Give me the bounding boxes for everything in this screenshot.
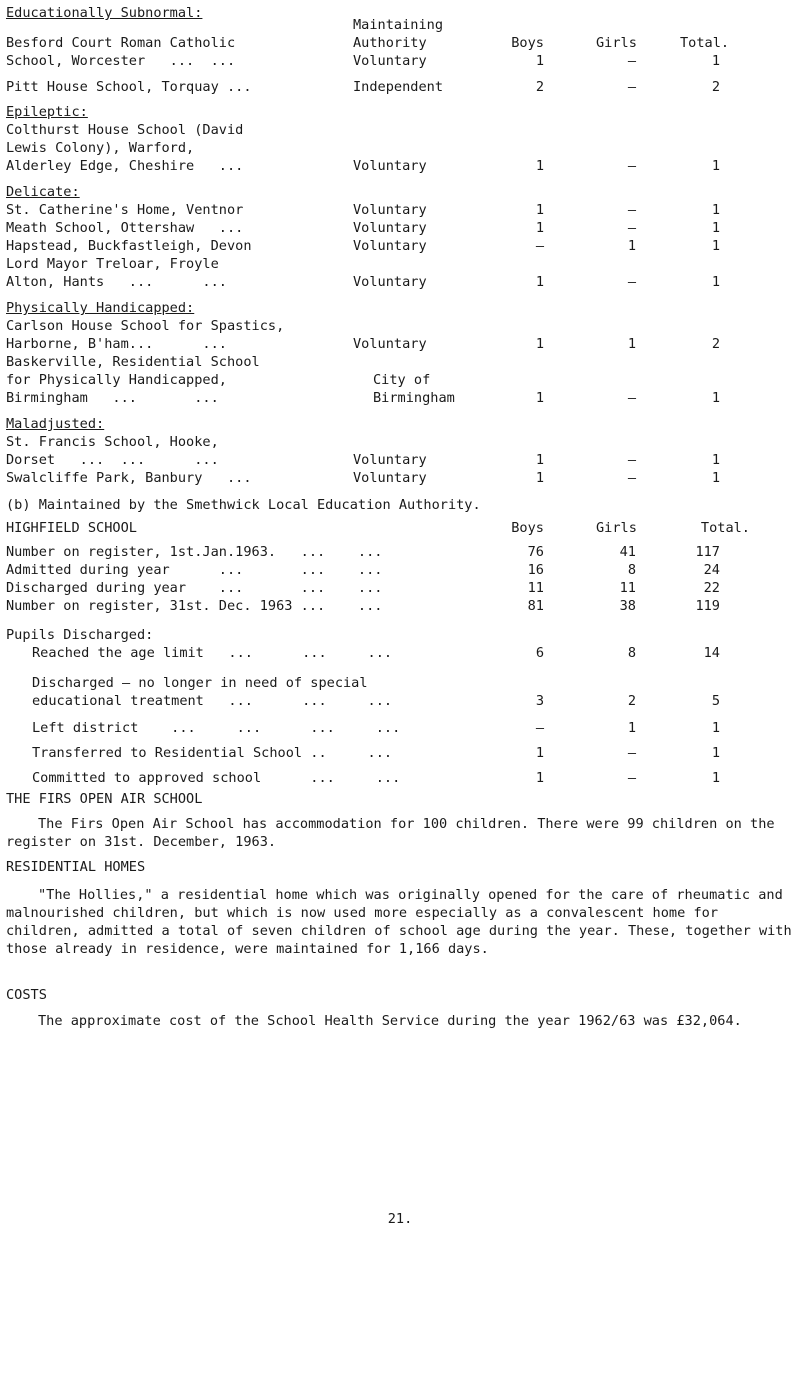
girls-count: 1 [627, 720, 636, 736]
total-count: 1 [711, 745, 720, 761]
total-count: 119 [695, 598, 720, 614]
boys-count: 1 [535, 202, 544, 218]
table-row [0, 335, 800, 353]
table-row [0, 237, 800, 255]
girls-count: – [627, 452, 636, 468]
heading-row [0, 986, 800, 1004]
section-heading-epileptic: Epileptic: [6, 104, 88, 120]
heading-row [0, 626, 800, 644]
header-total: Total. [680, 35, 730, 51]
firs-paragraph: The Firs Open Air School has accommodation for 100 children. There were 99 children on the register on 31st. December, 1963. [6, 816, 775, 850]
table-row [0, 78, 800, 96]
total-count: 117 [695, 544, 720, 560]
table-row [0, 692, 800, 710]
boys-count: 1 [535, 745, 544, 761]
total-count: 1 [711, 202, 720, 218]
boys-count: 1 [535, 390, 544, 406]
firs-title: THE FIRS OPEN AIR SCHOOL [6, 791, 203, 807]
authority: City of [373, 372, 431, 388]
column-header-row [0, 16, 800, 34]
row-label: Admitted during year ... ... ... [6, 562, 383, 578]
authority: Voluntary [353, 158, 427, 174]
costs-title: COSTS [6, 987, 47, 1003]
boys-count: 1 [535, 274, 544, 290]
school-name: St. Francis School, Hooke, [6, 434, 219, 450]
header-girls: Girls [596, 35, 637, 51]
row-label: Reached the age limit ... ... ... [32, 645, 393, 661]
girls-count: 41 [619, 544, 636, 560]
total-count: 14 [703, 645, 720, 661]
table-row [0, 561, 800, 579]
total-count: 5 [711, 693, 720, 709]
table-row [0, 157, 800, 175]
authority: Independent [353, 79, 444, 95]
boys-count: 1 [535, 770, 544, 786]
girls-count: – [627, 770, 636, 786]
residential-homes-title: RESIDENTIAL HOMES [6, 859, 146, 875]
section-heading-delicate: Delicate: [6, 184, 80, 200]
header-total: Total. [700, 520, 750, 536]
table-row [0, 644, 800, 662]
girls-count: – [627, 390, 636, 406]
table-row [0, 389, 800, 407]
school-name: Colthurst House School (David [6, 122, 244, 138]
school-name: School, Worcester ... ... [6, 53, 236, 69]
school-name: Alderley Edge, Cheshire ... [6, 158, 244, 174]
heading-row [0, 858, 800, 876]
girls-count: 8 [627, 645, 636, 661]
boys-count: – [535, 720, 544, 736]
pupils-discharged-title: Pupils Discharged: [6, 627, 154, 643]
header-boys: Boys [511, 35, 544, 51]
costs-paragraph: The approximate cost of the School Health Service during the year 1962/63 was £32,064. [38, 1013, 742, 1029]
girls-count: 11 [619, 580, 636, 596]
table-row [0, 353, 800, 371]
girls-count: – [627, 220, 636, 236]
table-row [0, 121, 800, 139]
total-count: 1 [711, 470, 720, 486]
school-name: for Physically Handicapped, [6, 372, 227, 388]
girls-count: 1 [627, 238, 636, 254]
girls-count: 2 [627, 693, 636, 709]
total-count: 1 [711, 220, 720, 236]
school-name: Birmingham ... ... [6, 390, 219, 406]
boys-count: – [535, 238, 544, 254]
table-row [0, 451, 800, 469]
section-heading-smethwick: (b) Maintained by the Smethwick Local Education Authority. [6, 497, 481, 513]
total-count: 1 [711, 158, 720, 174]
row-label: Number on register, 31st. Dec. 1963 ... ... [6, 598, 383, 614]
row-label: Committed to approved school ... ... [32, 770, 401, 786]
total-count: 1 [711, 770, 720, 786]
table-row [0, 744, 800, 762]
authority: Voluntary [353, 336, 427, 352]
heading-row [0, 299, 800, 317]
section-heading-physically-handicapped: Physically Handicapped: [6, 300, 195, 316]
boys-count: 3 [535, 693, 544, 709]
total-count: 2 [711, 336, 720, 352]
school-name: Lewis Colony), Warford, [6, 140, 195, 156]
page-number: 21. [387, 1211, 413, 1227]
boys-count: 1 [535, 452, 544, 468]
girls-count: – [627, 79, 636, 95]
school-name: Carlson House School for Spastics, [6, 318, 285, 334]
table-row [0, 139, 800, 157]
school-name: Dorset ... ... ... [6, 452, 219, 468]
table-row [0, 469, 800, 487]
header-maintaining: Maintaining [353, 17, 444, 33]
section-heading-subnormal: Educationally Subnormal: [6, 5, 203, 21]
authority: Voluntary [353, 202, 427, 218]
residential-homes-paragraph: "The Hollies," a residential home which was originally opened for the care of rheumatic and malnourished children, but which is now used more especially as a convalescent home for children, admitted a total of seven children of school age during the year. These, together with those already in residence, were maintained for 1,166 days. [6, 887, 792, 957]
section-heading-row [0, 496, 800, 514]
girls-count: – [627, 745, 636, 761]
row-label: educational treatment ... ... ... [32, 693, 393, 709]
school-name: Alton, Hants ... ... [6, 274, 227, 290]
boys-count: 1 [535, 220, 544, 236]
table-row [0, 52, 800, 70]
header-girls: Girls [596, 520, 637, 536]
girls-count: – [627, 53, 636, 69]
school-name: St. Catherine's Home, Ventnor [6, 202, 244, 218]
school-name: Pitt House School, Torquay ... [6, 79, 252, 95]
girls-count: – [627, 274, 636, 290]
school-name: Swalcliffe Park, Banbury ... [6, 470, 252, 486]
girls-count: – [627, 202, 636, 218]
table-row [0, 273, 800, 291]
girls-count: 8 [627, 562, 636, 578]
boys-count: 6 [535, 645, 544, 661]
school-name: Baskerville, Residential School [6, 354, 260, 370]
total-count: 2 [711, 79, 720, 95]
boys-count: 11 [527, 580, 544, 596]
boys-count: 16 [527, 562, 544, 578]
column-header-row [0, 519, 800, 537]
authority: Voluntary [353, 274, 427, 290]
row-label: Number on register, 1st.Jan.1963. ... ... [6, 544, 383, 560]
total-count: 24 [703, 562, 720, 578]
total-count: 1 [711, 238, 720, 254]
table-row [0, 674, 800, 692]
girls-count: 38 [619, 598, 636, 614]
authority: Voluntary [353, 470, 427, 486]
girls-count: – [627, 470, 636, 486]
row-label: Discharged during year ... ... ... [6, 580, 383, 596]
heading-row [0, 790, 800, 808]
total-count: 22 [703, 580, 720, 596]
authority: Voluntary [353, 452, 427, 468]
boys-count: 2 [535, 79, 544, 95]
boys-count: 1 [535, 53, 544, 69]
table-row [0, 543, 800, 561]
table-row [0, 201, 800, 219]
total-count: 1 [711, 720, 720, 736]
boys-count: 1 [535, 470, 544, 486]
table-row [0, 255, 800, 273]
column-header-row [0, 34, 800, 52]
boys-count: 81 [527, 598, 544, 614]
girls-count: 1 [627, 336, 636, 352]
table-row [0, 219, 800, 237]
table-row [0, 317, 800, 335]
boys-count: 76 [527, 544, 544, 560]
table-row [0, 597, 800, 615]
total-count: 1 [711, 274, 720, 290]
school-name: Lord Mayor Treloar, Froyle [6, 256, 219, 272]
row-label: Transferred to Residential School .. ... [32, 745, 393, 761]
authority: Voluntary [353, 53, 427, 69]
total-count: 1 [711, 390, 720, 406]
girls-count: – [627, 158, 636, 174]
boys-count: 1 [535, 158, 544, 174]
total-count: 1 [711, 452, 720, 468]
heading-row [0, 103, 800, 121]
authority: Voluntary [353, 220, 427, 236]
row-label: Discharged – no longer in need of special [32, 675, 368, 691]
school-name: Meath School, Ottershaw ... [6, 220, 244, 236]
authority: Birmingham [373, 390, 455, 406]
highfield-title: HIGHFIELD SCHOOL [6, 520, 137, 536]
table-row [0, 769, 800, 787]
authority: Voluntary [353, 238, 427, 254]
boys-count: 1 [535, 336, 544, 352]
school-name: Hapstead, Buckfastleigh, Devon [6, 238, 252, 254]
table-row [0, 579, 800, 597]
total-count: 1 [711, 53, 720, 69]
header-boys: Boys [511, 520, 544, 536]
heading-row [0, 183, 800, 201]
school-name: Besford Court Roman Catholic [6, 35, 236, 51]
table-row [0, 719, 800, 737]
table-row [0, 433, 800, 451]
heading-row [0, 415, 800, 433]
school-name: Harborne, B'ham... ... [6, 336, 227, 352]
header-authority: Authority [353, 35, 427, 51]
section-heading-maladjusted: Maladjusted: [6, 416, 105, 432]
row-label: Left district ... ... ... ... [32, 720, 401, 736]
table-row [0, 371, 800, 389]
